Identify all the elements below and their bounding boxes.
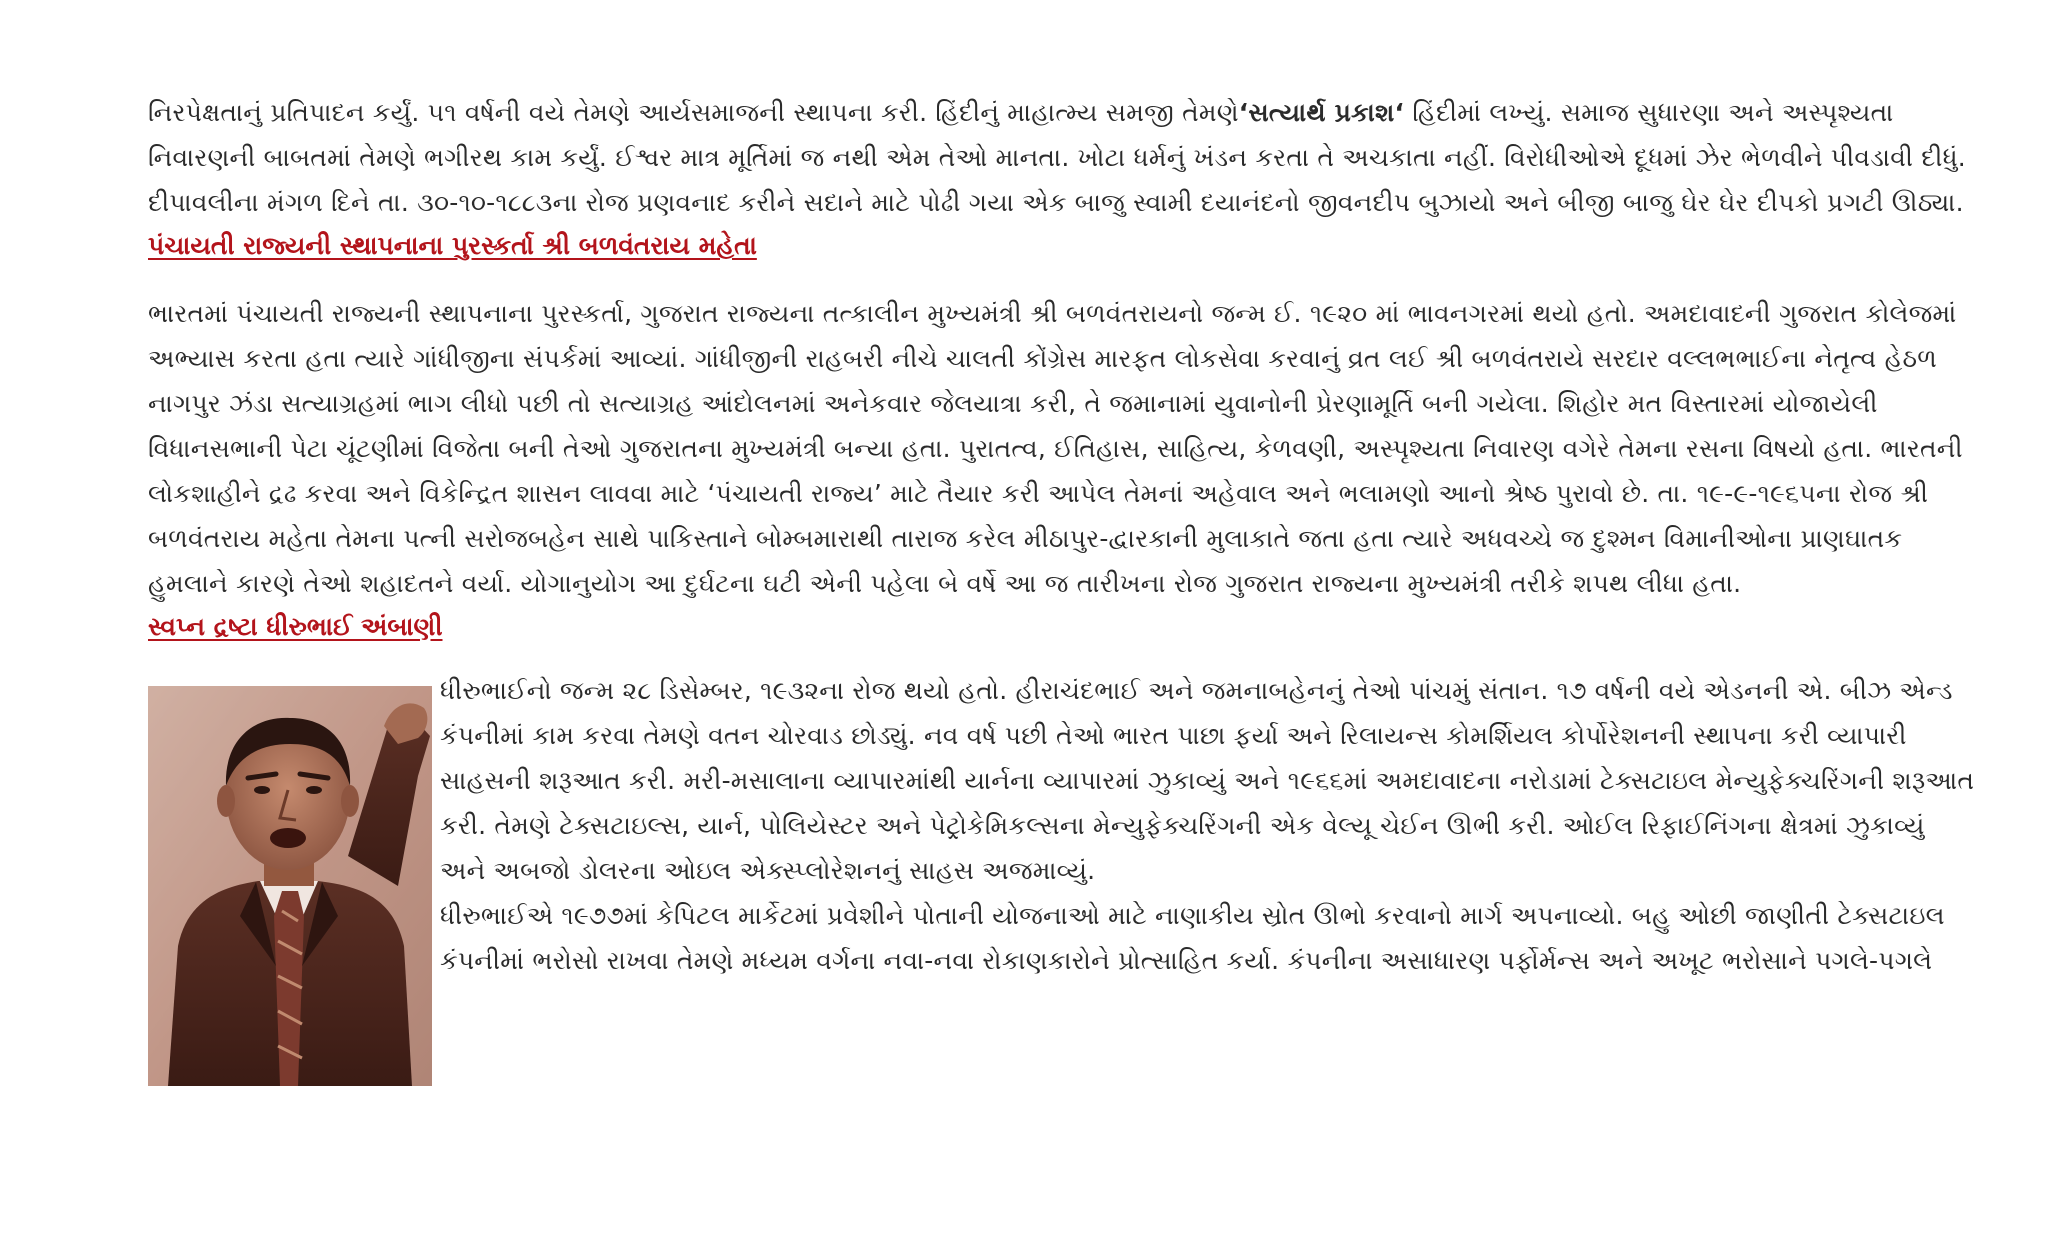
heading-balwantrai-mehta[interactable]: પંચાયતી રાજ્યની સ્થાપનાના પુરસ્કર્તા શ્રી બળવંતરાય મહેતા <box>148 231 757 260</box>
spacer <box>148 648 1978 668</box>
document-page <box>148 90 1978 1086</box>
book-title: ‘સત્યાર્થ પ્રકાશ‘ <box>1238 98 1405 127</box>
ambani-paragraph-1: ધીરુભાઈનો જન્મ ૨૮ ડિસેમ્બર, ૧૯૩૨ના રોજ થયો હતો. હીરાચંદભાઈ અને જમનાબહેનનું તેઓ પાંચમું સંતાન. ૧૭ વર્ષની વયે એડનની એ. બીઝ એન્ડ કંપનીમાં કામ કરવા તેમણે વતન ચોરવાડ છોડ્યું. નવ વર્ષ પછી તેઓ ભારત પાછા ફર્યા અને રિલાયન્સ કોમર્શિયલ કોર્પોરેશનની સ્થાપના કરી વ્યાપારી સાહસની શરૂઆત કરી. મરી-મસાલાના વ્યાપારમાંથી યાર્નના વ્યાપારમાં ઝુકાવ્યું અને ૧૯૬૬માં અમદાવાદના નરોડામાં ટેક્સટાઇલ મેન્યુફેક્ચરિંગની શરૂઆત કરી. તેમણે ટેક્સટાઇલ્સ, યાર્ન, પોલિયેસ્ટર અને પેટ્રોકેમિકલ્સના મેન્યુફેક્ચરિંગની એક વેલ્યૂ ચેઈન ઊભી કરી. ઓઈલ રિફાઈનિંગના ક્ષેત્રમાં ઝુકાવ્યું અને અબજો ડોલરના ઓઇલ એક્સ્પ્લોરેશનનું સાહસ અજમાવ્યું. <box>440 676 1975 885</box>
dhirubhai-portrait-image <box>148 686 432 1086</box>
ambani-bio-section <box>148 668 1978 1086</box>
mehta-paragraph: ભારતમાં પંચાયતી રાજ્યની સ્થાપનાના પુરસ્કર્તા, ગુજરાત રાજ્યના તત્કાલીન મુખ્યમંત્રી શ્રી બળવંતરાયનો જન્મ ઈ. ૧૯૨૦ માં ભાવનગરમાં થયો હતો. અમદાવાદની ગુજરાત કોલેજમાં અભ્યાસ કરતા હતા ત્યારે ગાંધીજીના સંપર્કમાં આવ્યાં. ગાંધીજીની રાહબરી નીચે ચાલતી કોંગ્રેસ મારફત લોકસેવા કરવાનું વ્રત લઈ શ્રી બળવંતરાયે સરદાર વલ્લભભાઈના નેતૃત્વ હેઠળ નાગપુર ઝંડા સત્યાગ્રહમાં ભાગ લીધો પછી તો સત્યાગ્રહ આંદોલનમાં અનેકવાર જેલયાત્રા કરી, તે જમાનામાં યુવાનોની પ્રેરણામૂર્તિ બની ગયેલા. શિહોર મત વિસ્તારમાં યોજાયેલી વિધાનસભાની પેટા ચૂંટણીમાં વિજેતા બની તેઓ ગુજરાતના મુખ્યમંત્રી બન્યા હતા. પુરાતત્વ, ઈતિહાસ, સાહિત્ય, કેળવણી, અસ્પૃશ્યતા નિવારણ વગેરે તેમના રસના વિષયો હતા. ભારતની લોકશાહીને દ્રઢ કરવા અને વિકેન્દ્રિત શાસન લાવવા માટે ‘પંચાયતી રાજ્ય’ માટે તૈયાર કરી આપેલ તેમનાં અહેવાલ અને ભલામણો આનો શ્રેષ્ઠ પુરાવો છે. તા. ૧૯-૯-૧૯૬૫ના રોજ શ્રી બળવંતરાય મહેતા તેમના પત્ની સરોજબહેન સાથે પાકિસ્તાને બોમ્બમારાથી તારાજ કરેલ મીઠાપુર-દ્વારકાની મુલાકાતે જતા હતા ત્યારે અધવચ્ચે જ દુશ્મન વિમાનીઓના પ્રાણઘાતક હુમલાને કારણે તેઓ શહાદતને વર્યા. યોગાનુયોગ આ દુર્ઘટના ઘટી એની પહેલા બે વર્ષે આ જ તારીખના રોજ ગુજરાત રાજ્યના મુખ્યમંત્રી તરીકે શપથ લીધા હતા. <box>148 299 1963 598</box>
spacer <box>148 267 1978 291</box>
ambani-text-column <box>440 668 1978 983</box>
intro-paragraph <box>148 90 1978 225</box>
ambani-paragraph-2: ધીરુભાઈએ ૧૯૭૭માં કેપિટલ માર્કેટમાં પ્રવેશીને પોતાની યોજનાઓ માટે નાણાકીય સ્રોત ઊભો કરવાનો માર્ગ અપનાવ્યો. બહુ ઓછી જાણીતી ટેક્સટાઇલ કંપનીમાં ભરોસો રાખવા તેમણે મધ્યમ વર્ગના નવા-નવા રોકાણકારોને પ્રોત્સાહિત કર્યા. કંપનીના અસાધારણ પર્ફોર્મન્સ અને અખૂટ ભરોસાને પગલે-પગલે <box>440 901 1945 975</box>
intro-text-before: નિરપેક્ષતાનું પ્રતિપાદન કર્યું. ૫૧ વર્ષની વયે તેમણે આર્યસમાજની સ્થાપના કરી. હિંદીનું માહાત્મ્ય સમજી તેમણે <box>148 98 1239 127</box>
heading-dhirubhai-ambani[interactable]: સ્વપ્ન દ્રષ્ટા ધીરુભાઈ અંબાણી <box>148 612 443 641</box>
intro-text-after: હિંદીમાં લખ્યું. સમાજ સુધારણા અને અસ્પૃશ્યતા નિવારણની બાબતમાં તેમણે ભગીરથ કામ કર્યું. ઈશ્વર માત્ર મૂર્તિમાં જ નથી એમ તેઓ માનતા. ખોટા ધર્મનું ખંડન કરતા તે અચકાતા નહીં. વિરોધીઓએ દૂધમાં ઝેર ભેળવીને પીવડાવી દીધું. દીપાવલીના મંગળ દિને તા. ૩૦-૧૦-૧૮૮૩ના રોજ પ્રણવનાદ કરીને સદાને માટે પોઢી ગયા એક બાજુ સ્વામી દયાનંદનો જીવનદીપ બુઝાયો અને બીજી બાજુ ઘેર ઘેર દીપકો પ્રગટી ઊઠ્યા. <box>148 98 1966 217</box>
